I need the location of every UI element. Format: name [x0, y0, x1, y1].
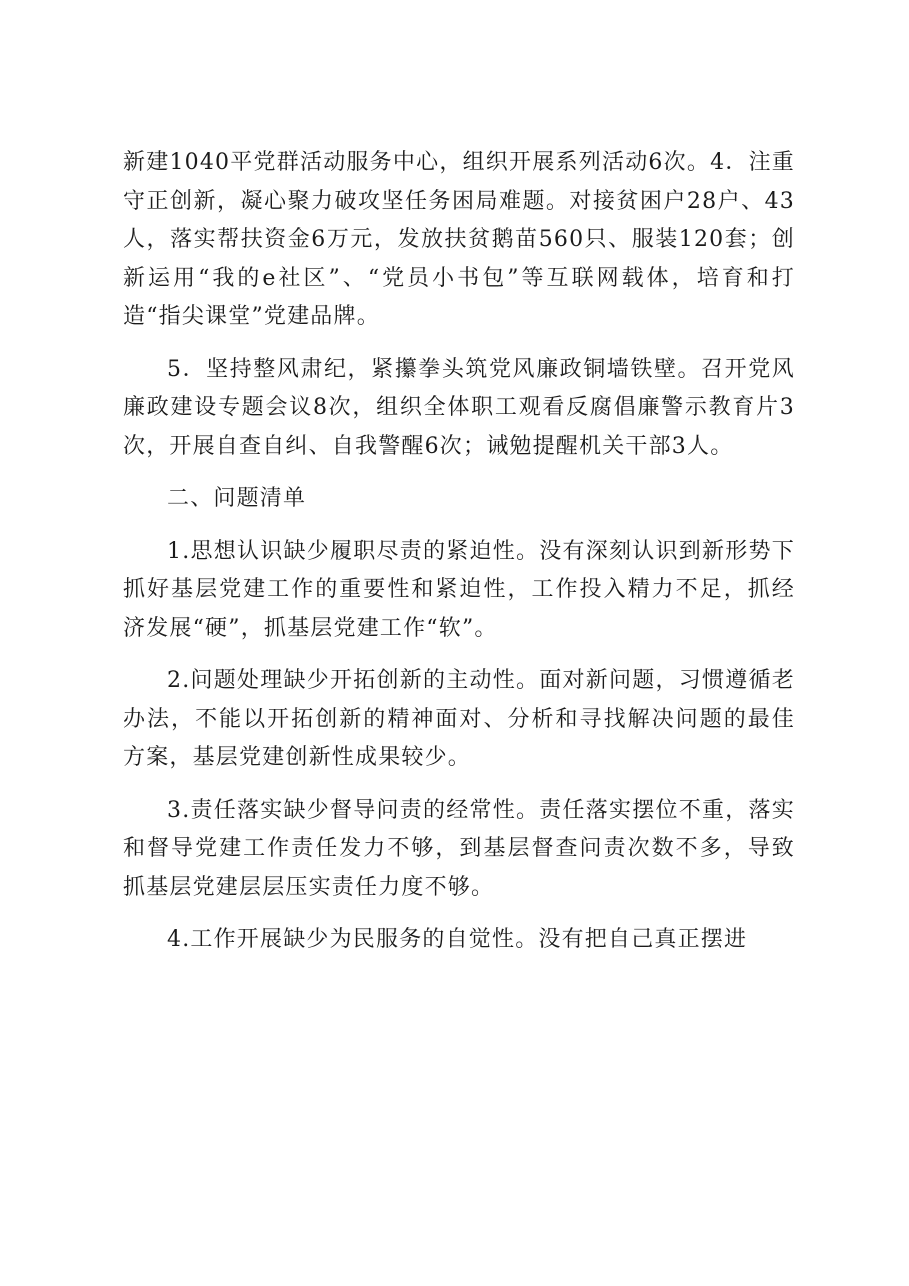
- paragraph-problem-4: 4.工作开展缺少为民服务的自觉性。没有把自己真正摆进: [167, 927, 748, 952]
- section-heading-problem-list: 二、问题清单: [167, 486, 307, 511]
- paragraph-5: 5．坚持整风肃纪，紧攥拳头筑党风廉政铜墙铁壁。召开党风廉政建设专题会议8次，组织全体职工观看反腐倡廉警示教育片3次，开展自查自纠、自我警醒6次；诫勉提醒机关干部3人。: [123, 356, 795, 459]
- paragraph-continued: 新建1040平党群活动服务中心，组织开展系列活动6次。4．注重守正创新，凝心聚力破攻坚任务困局难题。对接贫困户28户、43人，落实帮扶资金6万元，发放扶贫鹅苗560只、服装120套；创新运用“我的e社区”、“党员小书包”等互联网载体，培育和打造“指尖课堂”党建品牌。: [123, 150, 795, 329]
- paragraph-problem-2: 2.问题处理缺少开拓创新的主动性。面对新问题，习惯遵循老办法，不能以开拓创新的精神面对、分析和寻找解决问题的最佳方案，基层党建创新性成果较少。: [123, 668, 795, 770]
- document-body: [123, 144, 795, 960]
- paragraph-problem-1: 1.思想认识缺少履职尽责的紧迫性。没有深刻认识到新形势下抓好基层党建工作的重要性和紧迫性，工作投入精力不足，抓经济发展“硬”，抓基层党建工作“软”。: [123, 538, 795, 641]
- paragraph-problem-3: 3.责任落实缺少督导问责的经常性。责任落实摆位不重，落实和督导党建工作责任发力不够，到基层督查问责次数不多，导致抓基层党建层层压实责任力度不够。: [123, 797, 795, 900]
